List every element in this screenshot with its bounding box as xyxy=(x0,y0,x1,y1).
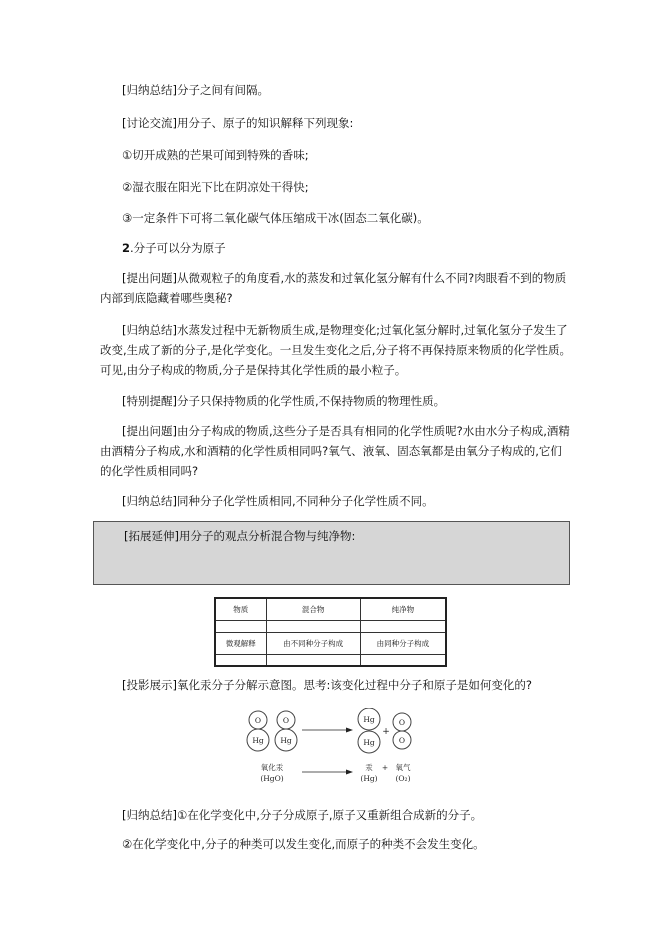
atom-label: Hg xyxy=(363,738,375,747)
table-row xyxy=(215,654,446,666)
summary-chemical-change: [归纳总结]①在化学变化中,分子分成原子,原子又重新组合成新的分子。 xyxy=(122,808,483,822)
atom-label: O xyxy=(254,716,262,725)
product-name: 氧气 xyxy=(395,763,411,772)
product-formula: (O₂) xyxy=(395,774,411,783)
extension-text: [拓展延伸]用分子的观点分析混合物与纯净物: xyxy=(124,529,356,543)
arrowhead xyxy=(346,728,353,733)
question-1: [提出问题]从微观粒子的角度看,水的蒸发和过氧化氢分解有什么不同?肉眼看不到的物质内部到底隐藏着哪些奥秘? xyxy=(100,271,567,305)
product-formula: (Hg) xyxy=(360,774,378,783)
atom-label: O xyxy=(398,736,406,745)
table-cell: 由同种分子构成 xyxy=(360,632,446,654)
section-number: 2 xyxy=(122,241,131,255)
summary-decomposition: [归纳总结]水蒸发过程中无新物质生成,是物理变化;过氧化氢分解时,过氧化氢分子发生了改变,生成了新的分子,是化学变化。一旦发生变化之后,分子将不再保持原来物质的化学性质。可见,由分子构成的物质,分子是保持其化学性质的最小粒子。 xyxy=(100,323,571,377)
table-row xyxy=(215,598,446,620)
table-header: 混合物 xyxy=(266,598,360,620)
projection-prompt: [投影展示]氧化汞分子分解示意图。思考:该变化过程中分子和原子是如何变化的? xyxy=(122,678,532,692)
phenomenon-1: ①切开成熟的芒果可闻到特殊的香味; xyxy=(122,148,309,162)
summary-gaps: [归纳总结]分子之间有间隔。 xyxy=(122,83,269,97)
atom-label: Hg xyxy=(363,715,375,724)
summary-same-molecule: [归纳总结]同种分子化学性质相同,不同种分子化学性质不同。 xyxy=(122,494,434,508)
phenomenon-2: ②湿衣服在阳光下比在阴凉处干得快; xyxy=(122,180,309,194)
reactant-formula: (HgO) xyxy=(260,774,284,783)
atom-label: Hg xyxy=(252,736,264,745)
table-row xyxy=(215,620,446,632)
atom-label: Hg xyxy=(280,736,292,745)
question-2: [提出问题]由分子构成的物质,这些分子是否具有相同的化学性质呢?水由水分子构成,酒精由酒精分子构成,水和酒精的化学性质相同吗?氧气、液氧、固态氧都是由氧分子构成的,它们的化学性质相同吗? xyxy=(100,424,570,478)
atom-label: O xyxy=(282,716,290,725)
table-header: 物质 xyxy=(215,598,266,620)
special-note: [特别提醒]分子只保持物质的化学性质,不保持物质的物理性质。 xyxy=(122,394,446,408)
arrowhead xyxy=(346,770,353,775)
phenomenon-3: ③一定条件下可将二氧化碳气体压缩成干冰(固态二氧化碳)。 xyxy=(122,211,429,225)
summary-atom-types: ②在化学变化中,分子的种类可以发生变化,而原子的种类不会发生变化。 xyxy=(122,837,485,851)
table-cell: 微观解释 xyxy=(215,632,266,654)
product-name: 汞 xyxy=(365,763,373,772)
plus-sign: + xyxy=(382,727,390,737)
discussion-prompt: [讨论交流]用分子、原子的知识解释下列现象: xyxy=(122,116,354,130)
atom-label: O xyxy=(398,718,406,727)
section-title: .分子可以分为原子 xyxy=(130,241,226,255)
table-cell: 由不同种分子构成 xyxy=(266,632,360,654)
mercury-oxide-diagram xyxy=(245,708,420,786)
section-heading xyxy=(122,238,572,258)
table-row xyxy=(215,632,446,654)
mixture-table xyxy=(214,597,447,667)
table-header: 纯净物 xyxy=(360,598,446,620)
plus-sign: + xyxy=(381,763,389,772)
reactant-name: 氧化汞 xyxy=(260,763,284,772)
extension-box xyxy=(93,521,570,585)
